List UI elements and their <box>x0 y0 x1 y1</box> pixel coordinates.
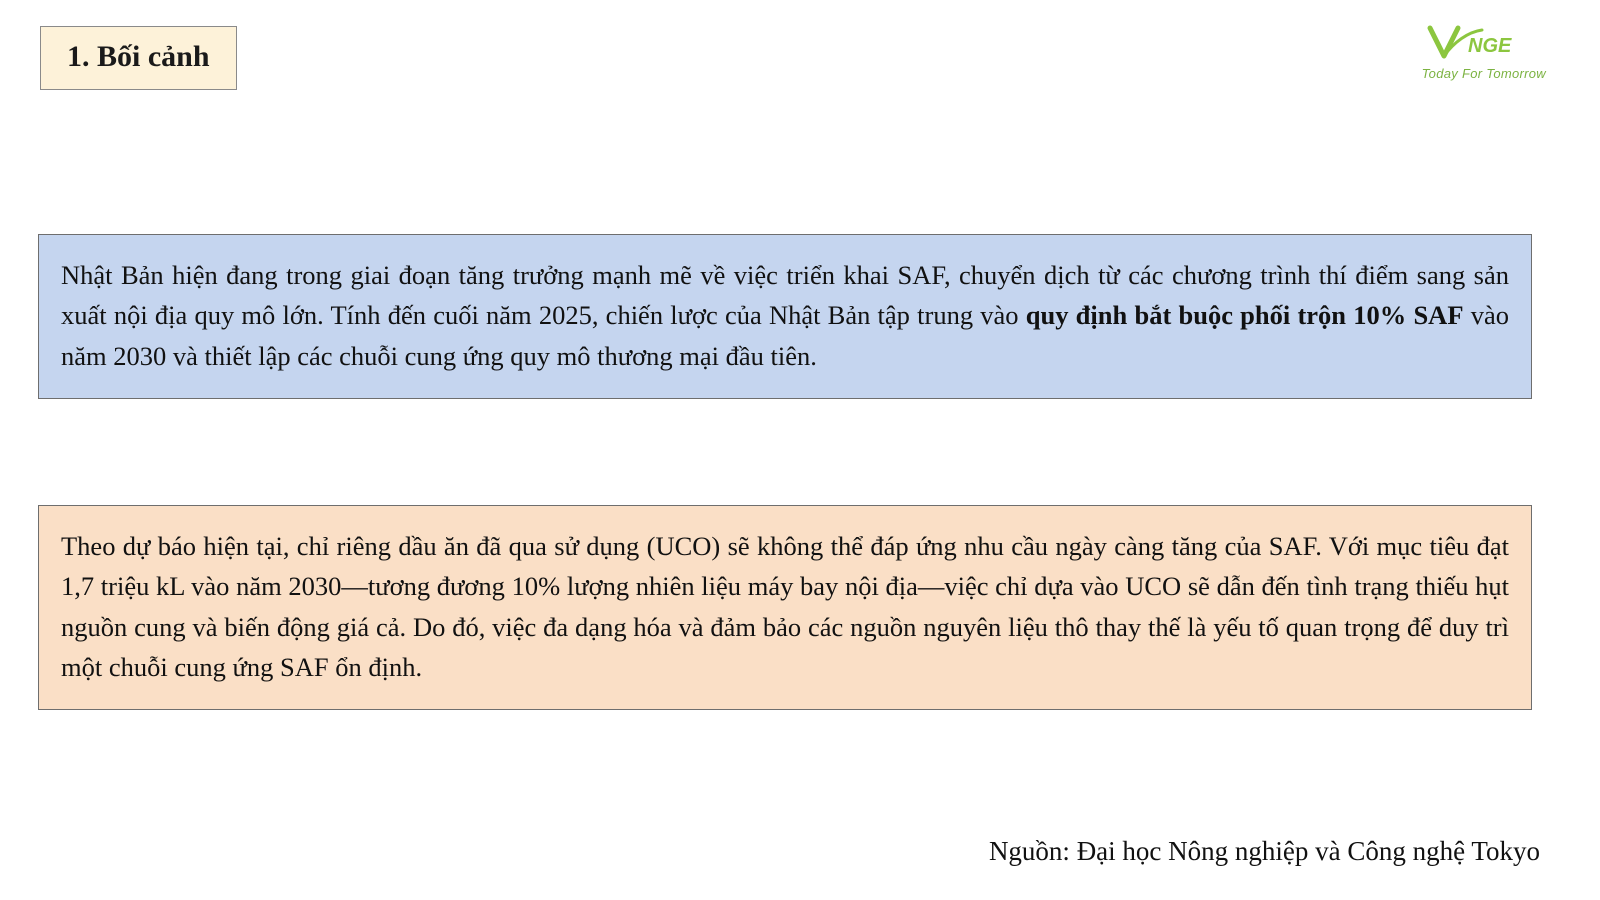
callout-peach-text: Theo dự báo hiện tại, chỉ riêng dầu ăn đã qua sử dụng (UCO) sẽ không thể đáp ứng nhu cầu ngày càng tăng của SAF. Với mục tiêu đạt 1,7 triệu kL vào năm 2030—tương đương 10% lượng nhiên liệu máy bay nội địa—việc chỉ dựa vào UCO sẽ dẫn đến tình trạng thiếu hụt nguồn cung và biến động giá cả. Do đó, việc đa dạng hóa và đảm bảo các nguồn nguyên liệu thô thay thế là yếu tố quan trọng để duy trì một chuỗi cung ứng SAF ổn định. <box>61 531 1509 682</box>
svg-text:NGE: NGE <box>1468 35 1512 57</box>
vnge-logo-icon <box>1362 22 1552 64</box>
logo-tagline: Today For Tomorrow <box>1421 66 1546 81</box>
callout-blue-text-part2: vào năm 2030 và thiết lập các chuỗi cung ứng quy mô thương mại đầu tiên. <box>61 300 1509 371</box>
page-title: 1. Bối cảnh <box>67 40 210 73</box>
brand-logo <box>1362 22 1552 81</box>
callout-blue-text <box>61 255 1509 376</box>
callout-blue <box>38 234 1532 399</box>
callout-peach <box>38 505 1532 710</box>
callout-blue-text-bold: quy định bắt buộc phối trộn 10% SAF <box>1025 300 1464 331</box>
section-title-chip <box>40 26 237 90</box>
callout-blue-text-part1: Nhật Bản hiện đang trong giai đoạn tăng trưởng mạnh mẽ về việc triển khai SAF, chuyển dịch từ các chương trình thí điểm sang sản xuất nội địa quy mô lớn. Tính đến cuối năm 2025, chiến lược của Nhật Bản tập trung vào <box>61 260 1509 331</box>
source-note: Nguồn: Đại học Nông nghiệp và Công nghệ Tokyo <box>988 836 1540 866</box>
